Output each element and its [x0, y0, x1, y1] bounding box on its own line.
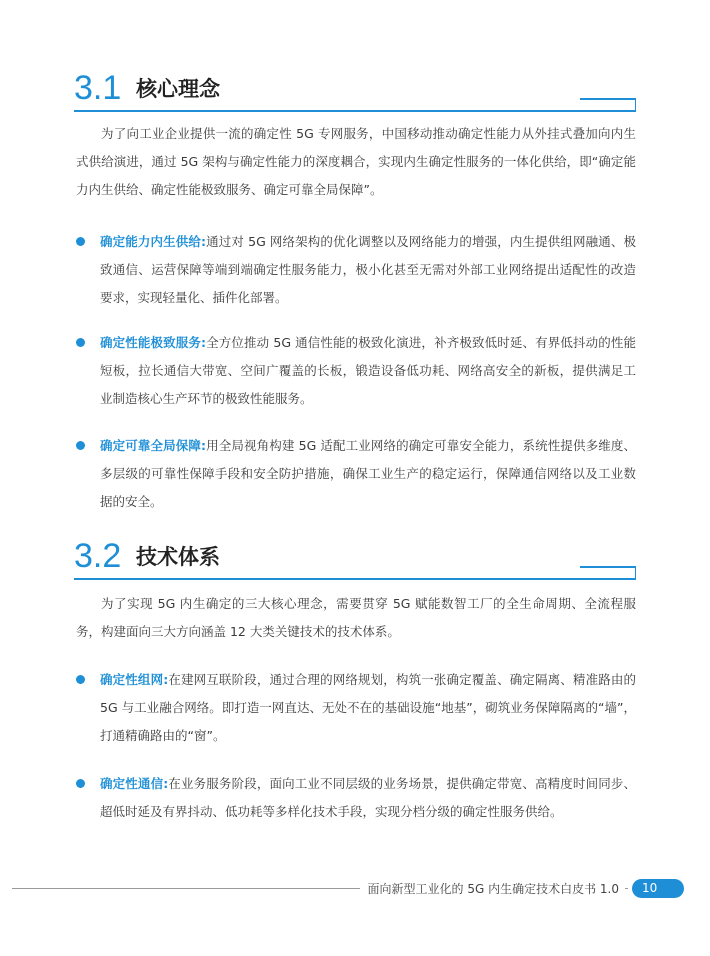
heading-rule: [74, 110, 636, 112]
section-intro-paragraph: 为了实现 5G 内生确定的三大核心理念，需要贯穿 5G 赋能数智工厂的全生命周期、全流程服务，构建面向三大方向涵盖 12 大类关键技术的技术体系。: [76, 596, 636, 639]
list-item: [76, 432, 636, 516]
bullet-icon: [76, 441, 85, 450]
heading-rule-accent: [635, 98, 637, 111]
bullet-label: 确定性组网:: [100, 672, 169, 687]
bullet-text: 全方位推动 5G 通信性能的极致化演进，补齐极致低时延、有界低抖动的性能短板，拉长通信大带宽、空间广覆盖的长板，锻造设备低功耗、网络高安全的新板，提供满足工业制造核心生产环节的极致性能服务。: [100, 335, 636, 406]
bullet-icon: [76, 237, 85, 246]
list-item: [76, 770, 636, 826]
section-intro-paragraph: 为了向工业企业提供一流的确定性 5G 专网服务，中国移动推动确定性能力从外挂式叠加向内生式供给演进，通过 5G 架构与确定性能力的深度耦合，实现内生确定性服务的一体化供给，即“确定能力内生供给、确定性能极致服务、确定可靠全局保障”。: [76, 126, 636, 197]
list-item: [76, 666, 636, 750]
heading-rule: [74, 578, 636, 580]
bullet-label: 确定性通信:: [100, 776, 169, 791]
bullet-text: 通过对 5G 网络架构的优化调整以及网络能力的增强，内生提供组网融通、极致通信、运营保障等端到端确定性服务能力，极小化甚至无需对外部工业网络提出适配性的改造要求，实现轻量化、插件化部署。: [100, 234, 636, 305]
bullet-icon: [76, 675, 85, 684]
bullet-text: 用全局视角构建 5G 适配工业网络的确定可靠安全能力，系统性提供多维度、多层级的可靠性保障手段和安全防护措施，确保工业生产的稳定运行，保障通信网络以及工业数据的安全。: [100, 438, 636, 509]
list-item: [76, 329, 636, 413]
bullet-label: 确定能力内生供给:: [100, 234, 207, 249]
bullet-text: 在建网互联阶段，通过合理的网络规划，构筑一张确定覆盖、确定隔离、精准路由的 5G 与工业融合网络。即打造一网直达、无处不在的基础设施“地基”，砌筑业务保障隔离的“墙”，打通精确路由的“窗”。: [100, 672, 636, 743]
bullet-icon: [76, 779, 85, 788]
list-item: [76, 228, 636, 312]
heading-rule-accent: [580, 98, 636, 100]
bullet-label: 确定性能极致服务:: [100, 335, 207, 350]
heading-rule-accent: [635, 566, 637, 579]
section-number: 3.2: [74, 537, 122, 575]
section-heading-3-2: [74, 536, 636, 580]
section-number: 3.1: [74, 69, 122, 107]
bullet-icon: [76, 338, 85, 347]
section-title: 核心理念: [136, 77, 220, 101]
section-title: 技术体系: [136, 545, 220, 569]
section-heading-3-1: [74, 68, 636, 112]
page-footer: [0, 878, 710, 900]
heading-rule-accent: [580, 566, 636, 568]
footer-document-title: 面向新型工业化的 5G 内生确定技术白皮书 1.0: [360, 880, 625, 898]
bullet-label: 确定可靠全局保障:: [100, 438, 207, 453]
page-number-badge: 10: [632, 879, 684, 898]
bullet-text: 在业务服务阶段，面向工业不同层级的业务场景，提供确定带宽、高精度时间同步、超低时延及有界抖动、低功耗等多样化技术手段，实现分档分级的确定性服务供给。: [100, 776, 636, 819]
